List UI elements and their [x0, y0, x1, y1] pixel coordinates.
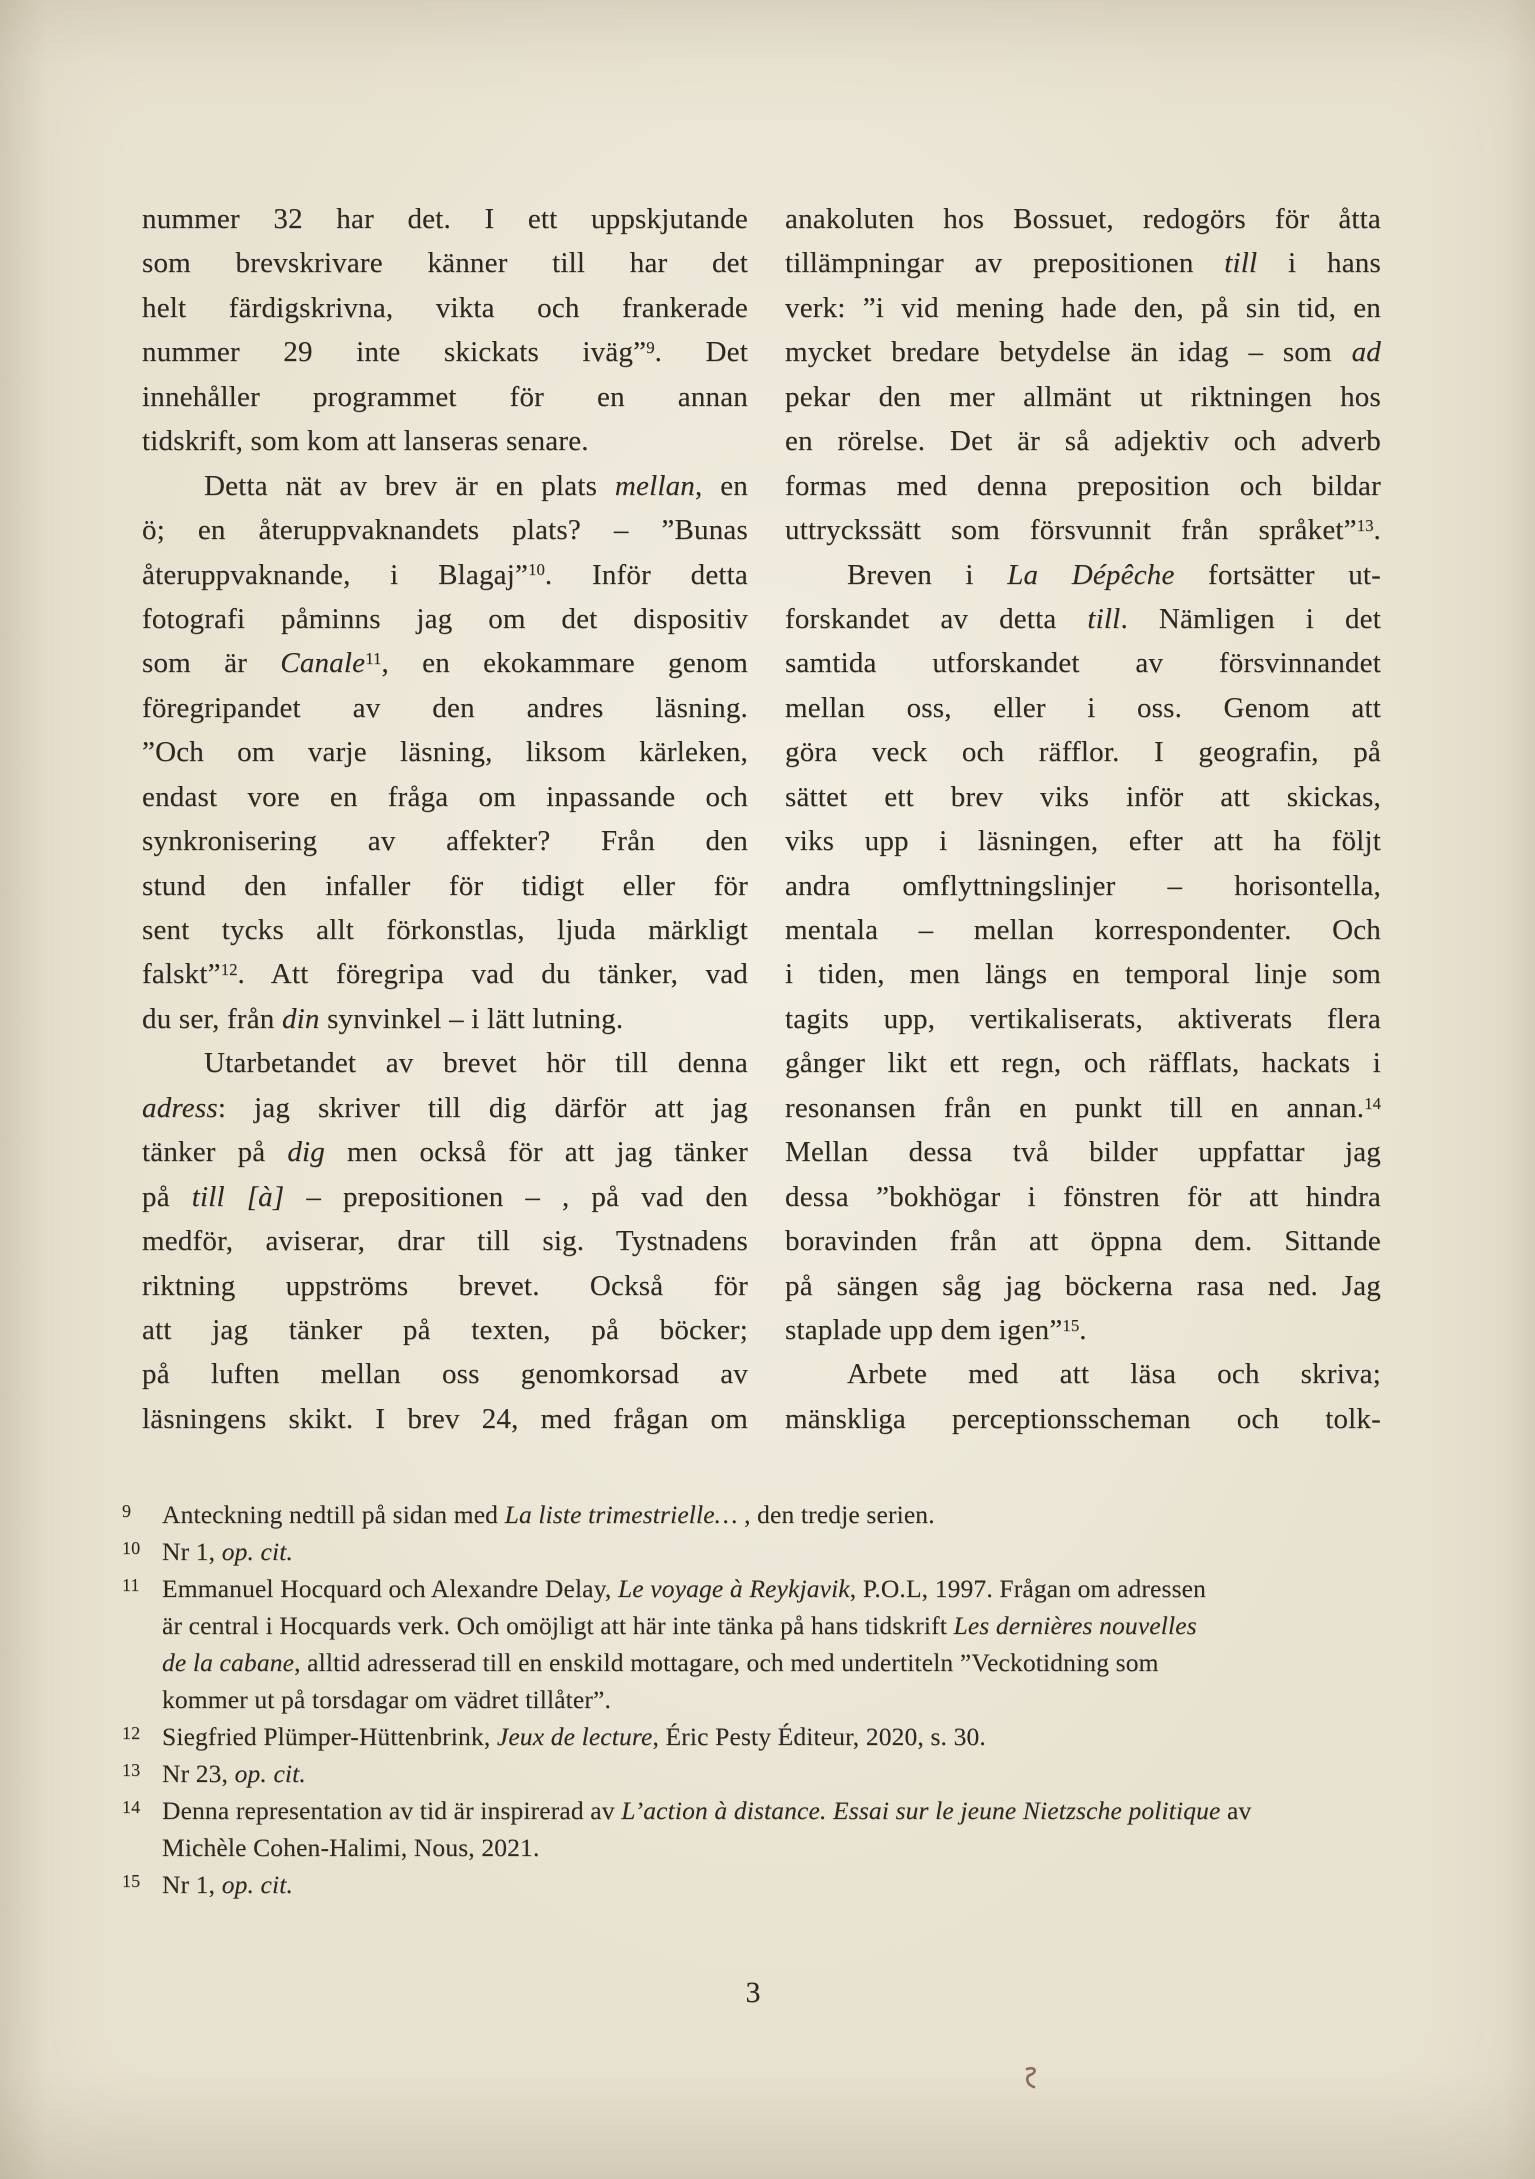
text-run: endast vore en fråga om inpassande och [142, 780, 748, 813]
text-line [142, 241, 748, 285]
text-run: av [1220, 1796, 1252, 1825]
text-line [785, 597, 1381, 641]
text-run: adress [142, 1091, 218, 1124]
text-run: fortsätter ut- [1174, 558, 1381, 591]
text-line [785, 508, 1381, 552]
text-line [785, 1352, 1381, 1396]
text-run: Anteckning nedtill på sidan med [162, 1500, 505, 1529]
footnote-text [162, 1496, 1390, 1533]
text-run: innehåller programmet för en annan [142, 380, 748, 413]
text-line [142, 1041, 748, 1085]
footnote-text [162, 1607, 1390, 1644]
text-line [142, 997, 748, 1041]
footnote-line [122, 1866, 1390, 1903]
footnote-ref: 12 [220, 960, 238, 980]
footnote-number: 10 [122, 1538, 141, 1558]
text-run: till [1087, 602, 1121, 635]
text-line [142, 819, 748, 863]
text-run: riktning uppströms brevet. Också för [142, 1269, 748, 1302]
text-line [785, 686, 1381, 730]
text-run: Denna representation av tid är inspirerad av [162, 1796, 622, 1825]
footnote-text [162, 1866, 1390, 1903]
footnote-number: 14 [122, 1797, 141, 1817]
text-run: gånger likt ett regn, och räfflats, hackats i [785, 1047, 1381, 1080]
text-line [785, 819, 1381, 863]
text-run: mänskliga perceptionsscheman och tolk- [785, 1402, 1381, 1435]
footnote-text [162, 1681, 1390, 1718]
text-line [785, 997, 1381, 1041]
text-run: ö; en återuppvaknandets plats? – ”Bunas [142, 514, 748, 547]
text-line [785, 553, 1381, 597]
text-run: återuppvaknande, i Blagaj” [142, 558, 529, 591]
footnote-number: 13 [122, 1760, 141, 1780]
text-run: Mellan dessa två bilder uppfattar jag [785, 1136, 1381, 1169]
text-run: . [1373, 514, 1381, 547]
text-line [142, 775, 748, 819]
text-run: Detta nät av brev är en plats [204, 469, 615, 502]
text-run: Siegfried Plümper-Hüttenbrink, [162, 1722, 497, 1751]
text-run: läsningens skikt. I brev 24, med frågan om [142, 1402, 748, 1435]
footnote-text [162, 1718, 1390, 1755]
text-run: La liste trimestrielle… [504, 1500, 738, 1529]
text-run: att jag tänker på texten, på böcker; [142, 1313, 748, 1346]
text-line [785, 1264, 1381, 1308]
text-run: Jeux de lecture [496, 1722, 653, 1751]
text-run: Nr 1, [162, 1870, 222, 1899]
text-run: din [281, 1002, 320, 1035]
text-run: mellan oss, eller i oss. Genom att [785, 691, 1381, 724]
text-run: falskt” [142, 958, 221, 991]
text-run: . Att föregripa vad du tänker, vad [237, 958, 748, 991]
footnote-ref: 10 [528, 560, 545, 580]
footnote-text [162, 1829, 1390, 1866]
paper-fleck [1023, 2066, 1047, 2094]
text-run: medför, aviserar, drar till sig. Tystnadens [142, 1225, 748, 1258]
text-run: dig [287, 1136, 326, 1169]
text-run: anakoluten hos Bossuet, redogörs för åtta [785, 203, 1381, 235]
text-run: Breven i [847, 558, 1008, 591]
text-run: tillämpningar av prepositionen [785, 247, 1225, 280]
footnote-ref: 14 [1364, 1093, 1381, 1113]
text-line [142, 1397, 748, 1441]
footnote-ref: 9 [646, 338, 655, 358]
text-run: dessa ”bokhögar i fönstren för att hindra [785, 1180, 1381, 1213]
text-run: på [142, 1180, 192, 1213]
footnote-line [122, 1607, 1390, 1644]
text-run: synkronisering av affekter? Från den [142, 825, 748, 858]
text-run: stund den infaller för tidigt eller för [142, 869, 748, 902]
footnote-line [122, 1792, 1390, 1829]
text-run: Michèle Cohen-Halimi, Nous, 2021. [162, 1833, 540, 1862]
text-line [142, 1086, 748, 1130]
text-run: formas med denna preposition och bildar [785, 469, 1381, 502]
text-run: : jag skriver till dig därför att jag [217, 1091, 748, 1124]
text-line [142, 1308, 748, 1352]
text-line [142, 1219, 748, 1263]
text-line [785, 1219, 1381, 1263]
text-run: , en ekokammare genom [381, 647, 748, 680]
text-run: kommer ut på torsdagar om vädret tillåter”. [162, 1685, 612, 1714]
text-line [785, 1397, 1381, 1441]
text-line [142, 419, 748, 463]
text-run: göra veck och räfflor. I geografin, på [785, 736, 1381, 769]
text-line [142, 1264, 748, 1308]
text-line [142, 464, 748, 508]
text-line [142, 908, 748, 952]
text-line [785, 1086, 1381, 1130]
footnote-line [122, 1755, 1390, 1792]
right-text-column [785, 197, 1381, 1441]
text-run: staplade upp dem igen” [785, 1313, 1063, 1346]
text-run: Nr 23, [162, 1759, 235, 1788]
text-line [785, 464, 1381, 508]
footnote-text [162, 1570, 1390, 1607]
text-run: Utarbetandet av brevet hör till denna [204, 1047, 748, 1080]
footnote-text [162, 1755, 1390, 1792]
text-run: är central i Hocquards verk. Och omöjligt att här inte tänka på hans tidskrift [162, 1611, 954, 1640]
text-line [785, 730, 1381, 774]
text-run: . Det [654, 336, 748, 369]
text-line [785, 1041, 1381, 1085]
text-line [785, 197, 1381, 241]
text-run: , den tredje serien. [737, 1500, 935, 1529]
footnote-line [122, 1681, 1390, 1718]
text-line [785, 241, 1381, 285]
text-run: som är [142, 647, 281, 680]
footnote-line [122, 1718, 1390, 1755]
page-number: 3 [745, 1976, 761, 2009]
footnote-line [122, 1496, 1390, 1533]
text-line [142, 508, 748, 552]
footnote-line [122, 1570, 1390, 1607]
footnote-number: 12 [122, 1723, 141, 1743]
text-run: Nr 1, [162, 1537, 222, 1566]
text-run: verk: ”i vid mening hade den, på sin tid, en [785, 291, 1381, 324]
text-line [785, 1130, 1381, 1174]
text-run: Les dernières nouvelles [953, 1611, 1197, 1640]
text-run: tänker på [142, 1136, 288, 1169]
text-run: i hans [1257, 247, 1381, 280]
text-run: nummer 32 har det. I ett uppskjutande [142, 203, 748, 235]
text-run: helt färdigskrivna, vikta och frankerade [142, 291, 748, 324]
text-run: en rörelse. Det är så adjektiv och adverb [785, 425, 1381, 458]
text-run: Emmanuel Hocquard och Alexandre Delay, [162, 1574, 618, 1603]
text-run: ”Och om varje läsning, liksom kärleken, [142, 736, 748, 769]
text-run: op. cit. [234, 1759, 306, 1788]
footnote-text [162, 1644, 1390, 1681]
text-run: du ser, från [142, 1002, 282, 1035]
text-run: mellan [614, 469, 695, 502]
footnote-ref: 11 [365, 649, 382, 669]
text-run: pekar den mer allmänt ut riktningen hos [785, 380, 1381, 413]
text-run: boravinden från att öppna dem. Sittande [785, 1225, 1381, 1258]
text-line [785, 1308, 1381, 1352]
footnotes-section [122, 1496, 1390, 1903]
text-run: tidskrift, som kom att lanseras senare. [142, 425, 589, 458]
text-run: viks upp i läsningen, efter att ha följt [785, 825, 1381, 858]
text-run: nummer 29 inte skickats iväg” [142, 336, 647, 369]
text-line [142, 686, 748, 730]
text-line [785, 286, 1381, 330]
text-run: , P.O.L, 1997. Frågan om adressen [849, 1574, 1207, 1603]
text-run: på sängen såg jag böckerna rasa ned. Jag [785, 1269, 1381, 1302]
footnote-line [122, 1644, 1390, 1681]
text-run: synvinkel – i lätt lutning. [319, 1002, 624, 1035]
footnote-text [162, 1533, 1390, 1570]
text-run: fotografi påminns jag om det dispositiv [142, 602, 748, 635]
text-line [785, 1175, 1381, 1219]
text-line [785, 330, 1381, 374]
footnote-line [122, 1533, 1390, 1570]
text-run: i tiden, men längs en temporal linje som [785, 958, 1381, 991]
text-run: . Inför detta [544, 558, 748, 591]
text-run: men också för att jag tänker [325, 1136, 748, 1169]
footnote-number: 11 [122, 1575, 140, 1595]
text-run: föregripandet av den andres läsning. [142, 691, 748, 724]
text-run: till [1224, 247, 1258, 280]
text-run: L’action à distance. Essai sur le jeune Nietzsche politique [621, 1796, 1221, 1825]
text-line [142, 597, 748, 641]
text-run: Arbete med att läsa och skriva; [847, 1358, 1381, 1391]
text-run: , en [695, 469, 748, 502]
text-line [785, 419, 1381, 463]
footnote-ref: 15 [1062, 1315, 1080, 1335]
text-run: uttryckssätt som försvunnit från språket” [785, 514, 1357, 547]
text-run: de la cabane [162, 1648, 295, 1677]
text-run: , Éric Pesty Éditeur, 2020, s. 30. [652, 1722, 986, 1751]
text-run: La Dépêche [1007, 558, 1175, 591]
text-run: . [1079, 1313, 1087, 1346]
text-run: Le voyage à Reykjavik [617, 1574, 850, 1603]
text-line [142, 553, 748, 597]
text-run: mycket bredare betydelse än idag – som [785, 336, 1352, 369]
footnote-number: 9 [122, 1501, 132, 1521]
text-line [142, 375, 748, 419]
text-line [785, 375, 1381, 419]
text-run: forskandet av detta [785, 602, 1088, 635]
text-line [142, 1130, 748, 1174]
footnote-text [162, 1792, 1390, 1829]
text-run: ad [1351, 336, 1381, 369]
text-line [142, 330, 748, 374]
text-line [785, 908, 1381, 952]
text-run: sättet ett brev viks inför att skickas, [785, 780, 1381, 813]
text-run: op. cit. [221, 1537, 293, 1566]
text-run: som brevskrivare känner till har det [142, 247, 748, 280]
footnote-number: 15 [122, 1871, 141, 1891]
text-line [142, 286, 748, 330]
text-run: samtida utforskandet av försvinnandet [785, 647, 1381, 680]
text-run: till [à] [191, 1180, 285, 1213]
text-line [142, 641, 748, 685]
text-run: sent tycks allt förkonstlas, ljuda märkligt [142, 914, 748, 946]
text-run: op. cit. [221, 1870, 293, 1899]
text-run: , alltid adresserad till en enskild mottagare, och med undertiteln ”Veckotidning som [294, 1648, 1159, 1677]
text-line [142, 730, 748, 774]
text-line [142, 864, 748, 908]
text-line [142, 1175, 748, 1219]
text-line [785, 641, 1381, 685]
text-run: tagits upp, vertikaliserats, aktiverats flera [785, 1002, 1381, 1035]
text-line [142, 1352, 748, 1396]
text-run: resonansen från en punkt till en annan. [785, 1091, 1365, 1124]
left-text-column [142, 197, 748, 1441]
footnote-ref: 13 [1356, 516, 1374, 535]
text-line [142, 952, 748, 996]
text-run: . Nämligen i det [1120, 602, 1381, 635]
footnote-line [122, 1829, 1390, 1866]
text-run: – prepositionen – , på vad den [284, 1180, 748, 1213]
text-run: mentala – mellan korrespondenter. Och [785, 914, 1381, 946]
text-line [785, 864, 1381, 908]
text-run: på luften mellan oss genomkorsad av [142, 1358, 748, 1391]
text-line [785, 952, 1381, 996]
text-run: Canale [280, 647, 366, 680]
text-line [142, 197, 748, 241]
text-run: andra omflyttningslinjer – horisontella, [785, 869, 1381, 902]
text-line [785, 775, 1381, 819]
